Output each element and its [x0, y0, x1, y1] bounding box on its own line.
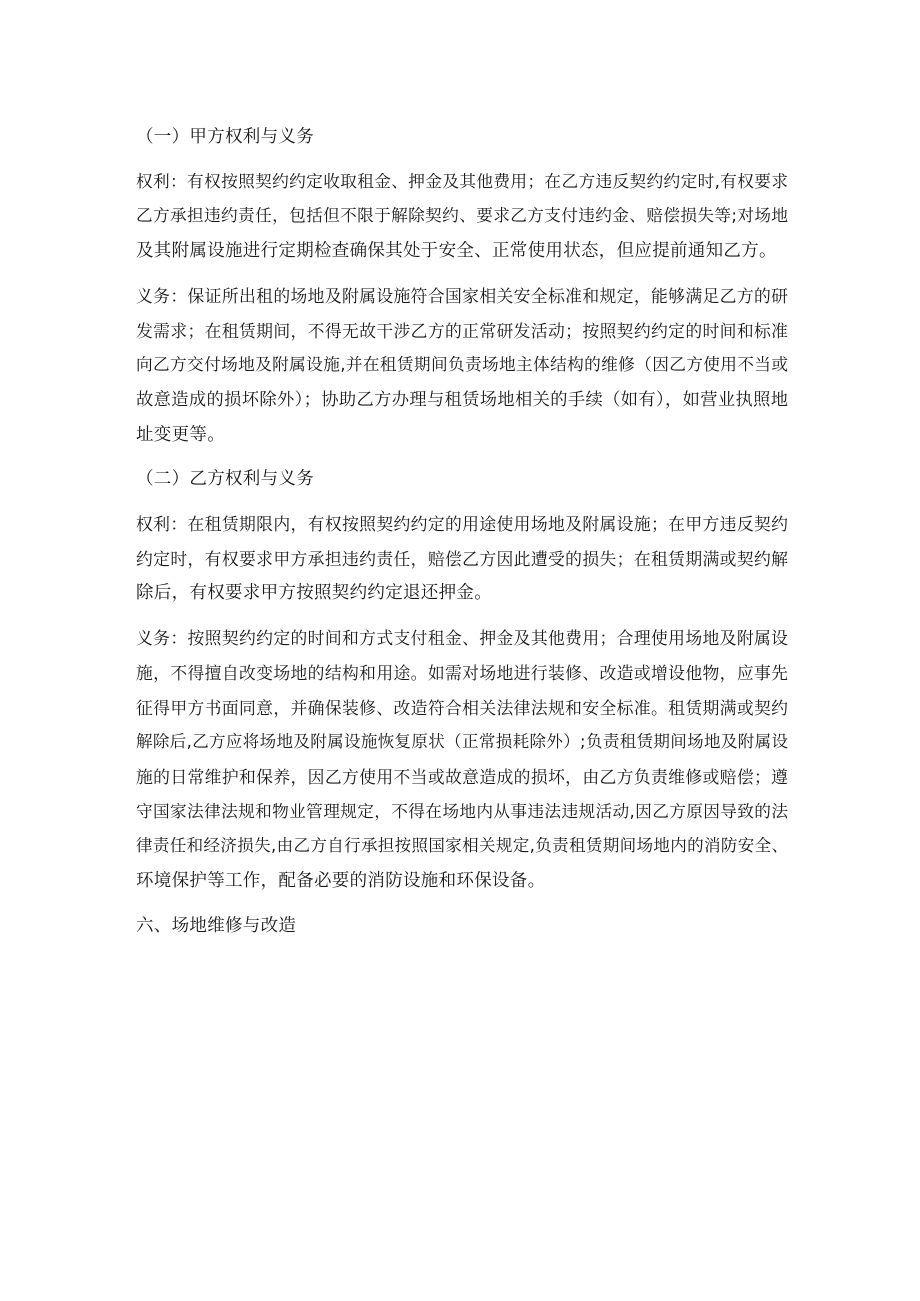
section-heading-party-b: （二）乙方权利与义务: [136, 469, 314, 490]
section-heading-maintenance: 六、场地维修与改造: [136, 915, 297, 936]
section-heading-party-a: （一）甲方权利与义务: [136, 127, 314, 147]
paragraph-line: 向乙方交付场地及附属设施,并在租赁期间负责场地主体结构的维修（因乙方使用不当或: [136, 355, 788, 375]
paragraph-line: 征得甲方书面同意，并确保装修、改造符合相关法律法规和安全标准。租赁期满或契约: [136, 697, 788, 718]
paragraph-line: 解除后,乙方应将场地及附属设施恢复原状（正常损耗除外）;负责租赁期间场地及附属设: [136, 732, 788, 752]
paragraph-line: 义务：按照契约约定的时间和方式支付租金、押金及其他费用；合理使用场地及附属设: [136, 628, 788, 649]
paragraph-party-a-rights: [136, 165, 788, 269]
paragraph-line: 义务：保证所出租的场地及附属设施符合国家相关安全标准和规定，能够满足乙方的研: [136, 285, 788, 306]
paragraph-line: 环境保护等工作，配备必要的消防设施和环保设备。: [136, 871, 546, 892]
paragraph-line: 守国家法律法规和物业管理规定，不得在场地内从事违法违规活动,因乙方原因导致的法: [136, 801, 788, 821]
paragraph-line: 约定时，有权要求甲方承担违约责任，赔偿乙方因此遭受的损失；在租赁期满或契约解: [136, 548, 788, 569]
paragraph-line: 址变更等。: [136, 424, 225, 445]
paragraph-line: 及其附属设施进行定期检查确保其处于安全、正常使用状态，但应提前通知乙方。: [136, 241, 777, 262]
paragraph-line: 施，不得擅自改变场地的结构和用途。如需对场地进行装修、改造或增设他物，应事先: [136, 662, 788, 683]
paragraph-line: 除后，有权要求甲方按照契约约定退还押金。: [136, 583, 492, 604]
paragraph-line: 发需求；在租赁期间，不得无故干涉乙方的正常研发活动；按照契约约定的时间和标准: [136, 320, 788, 341]
paragraph-party-b-obligations: [136, 621, 788, 899]
paragraph-line: 权利：有权按照契约约定收取租金、押金及其他费用；在乙方违反契约约定时,有权要求: [136, 171, 788, 191]
paragraph-line: 乙方承担违约责任，包括但不限于解除契约、要求乙方支付违约金、赔偿损失等;对场地: [136, 206, 788, 226]
paragraph-line: 权利：在租赁期限内，有权按照契约约定的用途使用场地及附属设施；在甲方违反契约: [136, 514, 788, 535]
paragraph-party-a-obligations: [136, 279, 788, 453]
paragraph-line: 故意造成的损坏除外）；协助乙方办理与租赁场地相关的手续（如有），如营业执照地: [136, 389, 788, 410]
paragraph-line: 律责任和经济损失,由乙方自行承担按照国家相关规定,负责租赁期间场地内的消防安全、: [136, 836, 788, 856]
paragraph-line: 施的日常维护和保养，因乙方使用不当或故意造成的损坏，由乙方负责维修或赔偿；遵: [136, 766, 788, 787]
paragraph-party-b-rights: [136, 507, 788, 611]
document-body: [136, 120, 788, 943]
